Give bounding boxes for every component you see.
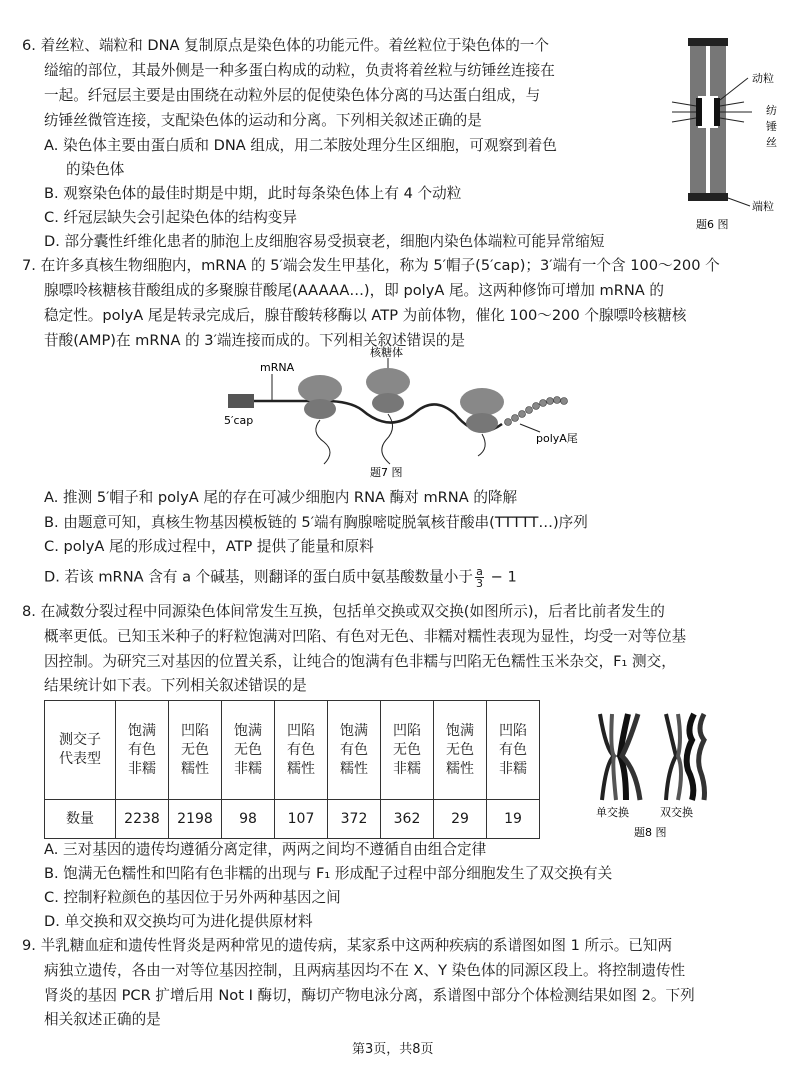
q6-option-b: B. 观察染色体的最佳时期是中期，此时每条染色体上有 4 个动粒 — [44, 185, 462, 202]
q6-stem-line-4: 纺锤丝微管连接，支配染色体的运动和分离。下列相关叙述正确的是 — [44, 112, 482, 129]
q7-option-d — [44, 566, 517, 589]
table-count-row — [45, 800, 540, 839]
count-label-cell: 数量 — [45, 800, 116, 839]
q6-option-a: A. 染色体主要由蛋白质和 DNA 组成，用二苯胺处理分生区细胞，可观察到着色 — [44, 137, 557, 154]
q6-spindle-label-2: 锤 — [766, 120, 777, 133]
fraction-numerator: a — [476, 565, 483, 578]
q6-telomere-label: 端粒 — [752, 200, 774, 213]
q7-option-d-tail: − 1 — [485, 568, 517, 586]
q7-option-a: A. 推测 5′帽子和 polyA 尾的存在可减少细胞内 RNA 酶对 mRNA 的降解 — [44, 489, 518, 506]
q7-stem-line-1: 7. 在许多真核生物细胞内，mRNA 的 5′端会发生甲基化，称为 5′帽子(5′cap)；3′端有一个含 100～200 个 — [22, 257, 720, 274]
count-cell: 372 — [328, 800, 381, 839]
q6-option-a-cont: 的染色体 — [66, 161, 125, 178]
count-cell: 2198 — [169, 800, 222, 839]
q9-stem-line-4: 相关叙述正确的是 — [44, 1011, 161, 1028]
q8-crossover-figure — [592, 710, 722, 850]
q7-mrna-label: mRNA — [260, 361, 295, 374]
fraction — [475, 566, 484, 589]
q6-stem-line-1: 6. 着丝粒、端粒和 DNA 复制原点是染色体的功能元件。着丝粒位于染色体的一个 — [22, 37, 549, 54]
q8-double-crossover-label: 双交换 — [660, 806, 693, 819]
fraction-denominator: 3 — [475, 577, 483, 590]
q8-stem-line-3: 因控制。为研究三对基因的位置关系，让纯合的饱满有色非糯与凹陷无色糯性玉米杂交，F₁ 测交， — [44, 653, 676, 670]
q6-stem-line-2: 缢缩的部位，其最外侧是一种多蛋白构成的动粒，负责将着丝粒与纺锤丝连接在 — [44, 62, 555, 79]
q6-kinetochore-label: 动粒 — [752, 72, 774, 85]
phenotype-cell: 饱满 有色 非糯 — [116, 701, 169, 800]
q6-stem-line-3: 一起。纤冠层主要是由围绕在动粒外层的促使染色体分离的马达蛋白组成，与 — [44, 87, 541, 104]
q7-cap-label: 5′cap — [224, 414, 254, 427]
phenotype-cell: 饱满 有色 糯性 — [328, 701, 381, 800]
q8-single-crossover-label: 单交换 — [596, 806, 629, 819]
q8-figure-caption: 题8 图 — [634, 826, 667, 839]
q8-option-c: C. 控制籽粒颜色的基因位于另外两种基因之间 — [44, 889, 341, 906]
phenotype-cell: 凹陷 无色 非糯 — [381, 701, 434, 800]
q8-option-b: B. 饱满无色糯性和凹陷有色非糯的出现与 F₁ 形成配子过程中部分细胞发生了双交换有关 — [44, 865, 613, 882]
q7-stem-line-2: 腺嘌呤核糖核苷酸组成的多聚腺苷酸尾(AAAAA…)，即 polyA 尾。这两种修饰可增加 mRNA 的 — [44, 282, 665, 299]
q8-option-d: D. 单交换和双交换均可为进化提供原材料 — [44, 913, 313, 930]
q8-testcross-table — [44, 700, 540, 839]
phenotype-cell: 凹陷 有色 非糯 — [487, 701, 540, 800]
q7-figure-caption: 题7 图 — [370, 466, 403, 479]
q9-stem-line-2: 病独立遗传，各由一对等位基因控制，且两病基因均不在 X、Y 染色体的同源区段上。将控制遗传性 — [44, 962, 686, 979]
q8-option-a: A. 三对基因的遗传均遵循分离定律，两两之间均不遵循自由组合定律 — [44, 841, 487, 858]
q6-option-c: C. 纤冠层缺失会引起染色体的结构变异 — [44, 209, 297, 226]
table-header-row — [45, 701, 540, 800]
q7-ribosome-label: 核糖体 — [370, 346, 403, 359]
q6-spindle-label-1: 纺 — [766, 104, 777, 117]
q8-stem-line-2: 概率更低。已知玉米种子的籽粒饱满对凹陷、有色对无色、非糯对糯性表现为显性，均受一对等位基 — [44, 628, 687, 645]
q8-stem-line-1: 8. 在减数分裂过程中同源染色体间常发生互换，包括单交换或双交换(如图所示)，后者比前者发生的 — [22, 603, 665, 620]
header-label-cell: 测交子 代表型 — [45, 701, 116, 800]
q7-option-b: B. 由题意可知，真核生物基因模板链的 5′端有胸腺嘧啶脱氧核苷酸串(TTTTT…)序列 — [44, 514, 588, 531]
q7-stem-line-4: 苷酸(AMP)在 mRNA 的 3′端连接而成的。下列相关叙述错误的是 — [44, 332, 466, 349]
q6-spindle-label-3: 丝 — [766, 136, 777, 149]
page-number: 第3页，共8页 — [352, 1042, 434, 1057]
count-cell: 98 — [222, 800, 275, 839]
count-cell: 2238 — [116, 800, 169, 839]
q7-stem-line-3: 稳定性。polyA 尾是转录完成后，腺苷酸转移酶以 ATP 为前体物，催化 100～200 个腺嘌呤核糖核 — [44, 307, 687, 324]
count-cell: 19 — [487, 800, 540, 839]
q8-stem-line-4: 结果统计如下表。下列相关叙述错误的是 — [44, 677, 307, 694]
q9-stem-line-1: 9. 半乳糖血症和遗传性肾炎是两种常见的遗传病，某家系中这两种疾病的系谱图如图 1 所示。已知两 — [22, 937, 673, 954]
phenotype-cell: 凹陷 无色 糯性 — [169, 701, 222, 800]
phenotype-cell: 饱满 无色 糯性 — [434, 701, 487, 800]
q9-stem-line-3: 肾炎的基因 PCR 扩增后用 Not Ⅰ 酶切，酶切产物电泳分离，系谱图中部分个体检测结果如图 2。下列 — [44, 987, 695, 1004]
phenotype-cell: 凹陷 有色 糯性 — [275, 701, 328, 800]
phenotype-cell: 饱满 无色 非糯 — [222, 701, 275, 800]
count-cell: 362 — [381, 800, 434, 839]
q6-chromosome-figure — [670, 36, 780, 236]
q7-option-d-text: D. 若该 mRNA 含有 a 个碱基，则翻译的蛋白质中氨基酸数量小于 — [44, 568, 473, 586]
q6-option-d: D. 部分囊性纤维化患者的肺泡上皮细胞容易受损衰老，细胞内染色体端粒可能异常缩短 — [44, 233, 605, 250]
q7-translation-figure — [220, 346, 600, 482]
q6-figure-caption: 题6 图 — [696, 218, 729, 231]
q7-polya-label: polyA尾 — [536, 432, 578, 445]
count-cell: 29 — [434, 800, 487, 839]
q7-option-c: C. polyA 尾的形成过程中，ATP 提供了能量和原料 — [44, 538, 374, 555]
count-cell: 107 — [275, 800, 328, 839]
